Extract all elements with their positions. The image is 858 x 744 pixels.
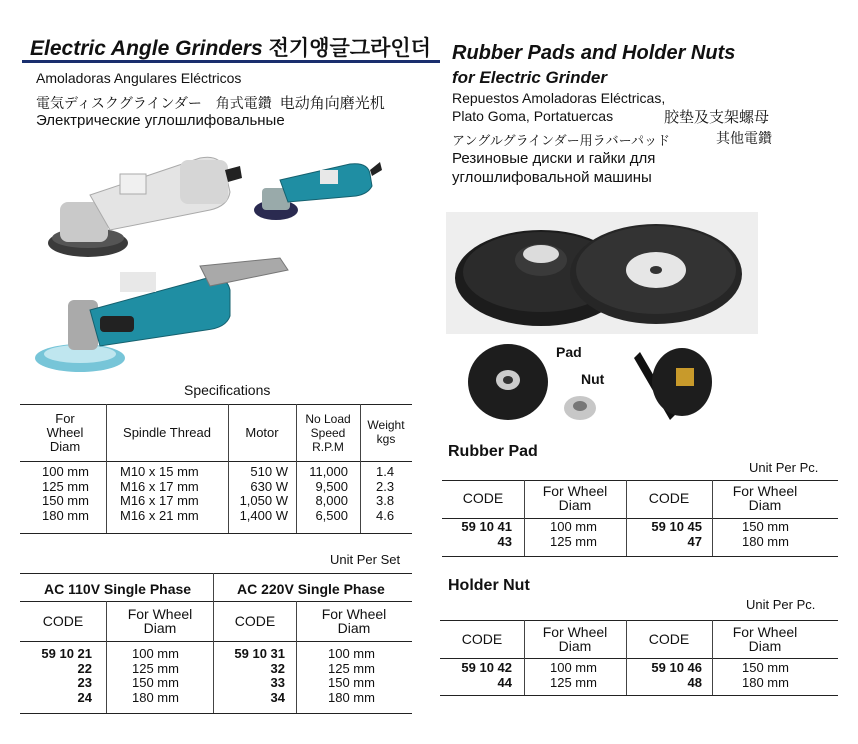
specs-vrule-3: [296, 404, 297, 533]
specs-bottom-rule: [20, 533, 412, 534]
right-sub-ru2: углошлифовальной машины: [452, 169, 652, 186]
right-title-2: for Electric Grinder: [452, 68, 607, 87]
codes-top-rule: [20, 573, 412, 574]
grinder-large-image: [35, 258, 288, 372]
phase-220-header: AC 220V Single Phase: [237, 581, 385, 597]
pad-vrule-3: [712, 480, 713, 556]
pad-diams-a: 100 mm 125 mm: [550, 519, 597, 549]
specs-col-weight: 1.4 2.3 3.8 4.6: [376, 464, 395, 523]
unit-per-set: Unit Per Set: [330, 552, 401, 567]
nut-bottom-rule: [440, 695, 838, 696]
left-title: [30, 32, 431, 62]
label-nut: Nut: [581, 371, 605, 387]
nut-vrule-2: [626, 620, 627, 695]
specs-col-diam: 100 mm 125 mm 150 mm 180 mm: [42, 464, 89, 523]
codes-110-list: 59 10 21 22 23 24: [41, 646, 92, 705]
codes-vrule-1: [106, 601, 107, 713]
specs-top-rule: [20, 404, 412, 405]
label-pad: Pad: [556, 344, 582, 360]
subtitle-es: Amoladoras Angulares Eléctricos: [36, 70, 242, 86]
subtitle-tw-text: 角式電鑽: [215, 95, 272, 111]
nut-diams-b: 150 mm 180 mm: [742, 660, 789, 690]
nut-header-rule: [440, 658, 838, 659]
pad-diam-header-b: For Wheel Diam: [732, 483, 798, 513]
nut-diams-a: 100 mm 125 mm: [550, 660, 597, 690]
subtitle-cn-text: 电动角向磨光机: [279, 95, 385, 112]
nut-diam-header-b: For Wheel Diam: [732, 624, 798, 654]
right-sub-es2: Plato Goma, Portatuercas: [452, 108, 614, 124]
codes-220-code-header: CODE: [234, 613, 276, 629]
pad-code-header-a: CODE: [462, 490, 504, 506]
pad-diams-b: 150 mm 180 mm: [742, 519, 789, 549]
grinder-small-image: [254, 162, 382, 220]
nut-codes-b: 59 10 46 48: [651, 660, 702, 690]
pad-vrule-2: [626, 480, 627, 556]
specs-col-thread: M10 x 15 mm M16 x 17 mm M16 x 17 mm M16 x 21 mm: [120, 464, 199, 523]
rubber-pads-photo: [446, 212, 758, 334]
angle-grinders-photo: [30, 140, 430, 385]
specs-head-motor: Motor: [245, 425, 279, 440]
nut-code-header-a: CODE: [461, 631, 503, 647]
codes-vrule-3: [296, 601, 297, 713]
pad-top-rule: [442, 480, 838, 481]
nut-top-rule: [440, 620, 838, 621]
specs-col-motor: 510 W 630 W 1,050 W 1,400 W: [239, 464, 288, 523]
codes-bottom-rule: [20, 713, 412, 714]
pad-diam-header-a: For Wheel Diam: [542, 483, 608, 513]
pad-vrule-1: [524, 480, 525, 556]
title-underline: [22, 60, 440, 63]
nut-vrule-1: [524, 620, 525, 695]
pad-codes-a: 59 10 41 43: [461, 519, 512, 549]
specs-col-speed: 11,000 9,500 8,000 6,500: [309, 464, 348, 523]
left-title-kr: 전기앵글그라인더: [268, 37, 431, 60]
codes-header-rule: [20, 641, 412, 642]
nut-code-header-b: CODE: [648, 631, 690, 647]
specs-title: Specifications: [184, 382, 271, 398]
diams-110-list: 100 mm 125 mm 150 mm 180 mm: [132, 646, 179, 705]
left-title-en: Electric Angle Grinders: [30, 37, 263, 60]
specs-vrule-4: [360, 404, 361, 533]
right-sub-cn: 胶垫及支架螺母: [664, 109, 770, 126]
nut-vrule-3: [712, 620, 713, 695]
nut-codes-a: 59 10 42 44: [461, 660, 512, 690]
nut-diam-header-a: For Wheel Diam: [542, 624, 608, 654]
specs-vrule-2: [228, 404, 229, 533]
codes-220-diam-header: For Wheel Diam: [321, 606, 387, 636]
holder-nut-unit: Unit Per Pc.: [746, 597, 816, 612]
rubber-pad-title: Rubber Pad: [448, 443, 538, 460]
right-sub-tw: 其他電鑽: [716, 130, 772, 146]
specs-vrule-1: [106, 404, 107, 533]
subtitle-ru: Электрические углошлифовальные: [36, 112, 285, 129]
subtitle-jp-text: 電気ディスクグラインダー: [36, 95, 202, 111]
rubber-pad-unit: Unit Per Pc.: [749, 460, 819, 475]
pad-code-header-b: CODE: [648, 490, 690, 506]
codes-110-diam-header: For Wheel Diam: [127, 606, 193, 636]
specs-head-thread: Spindle Thread: [123, 425, 211, 440]
pad-codes-b: 59 10 45 47: [651, 519, 702, 549]
right-sub-ru: Резиновые диски и гайки для: [452, 150, 656, 167]
specs-head-weight: Weight kgs: [367, 418, 405, 446]
codes-phase-rule: [20, 601, 412, 602]
diams-220-list: 100 mm 125 mm 150 mm 180 mm: [328, 646, 375, 705]
holder-nut-title: Holder Nut: [448, 577, 530, 594]
codes-220-list: 59 10 31 32 33 34: [234, 646, 285, 705]
codes-110-code-header: CODE: [42, 613, 84, 629]
phase-110-header: AC 110V Single Phase: [44, 581, 192, 597]
right-sub-es: Repuestos Amoladoras Eléctricas,: [452, 90, 666, 106]
specs-head-speed: No Load Speed R.P.M: [305, 412, 351, 454]
right-sub-jp: アングルグラインダー用ラバーパッド: [452, 133, 671, 148]
subtitle-jp: [36, 92, 385, 113]
specs-header-rule: [20, 461, 412, 462]
codes-vrule-2: [213, 573, 214, 713]
pad-bottom-rule: [442, 556, 838, 557]
specs-head-diam: For Wheel Diam: [46, 411, 84, 454]
right-title: Rubber Pads and Holder Nuts: [452, 42, 736, 64]
grinder-silver-image: [48, 157, 242, 257]
